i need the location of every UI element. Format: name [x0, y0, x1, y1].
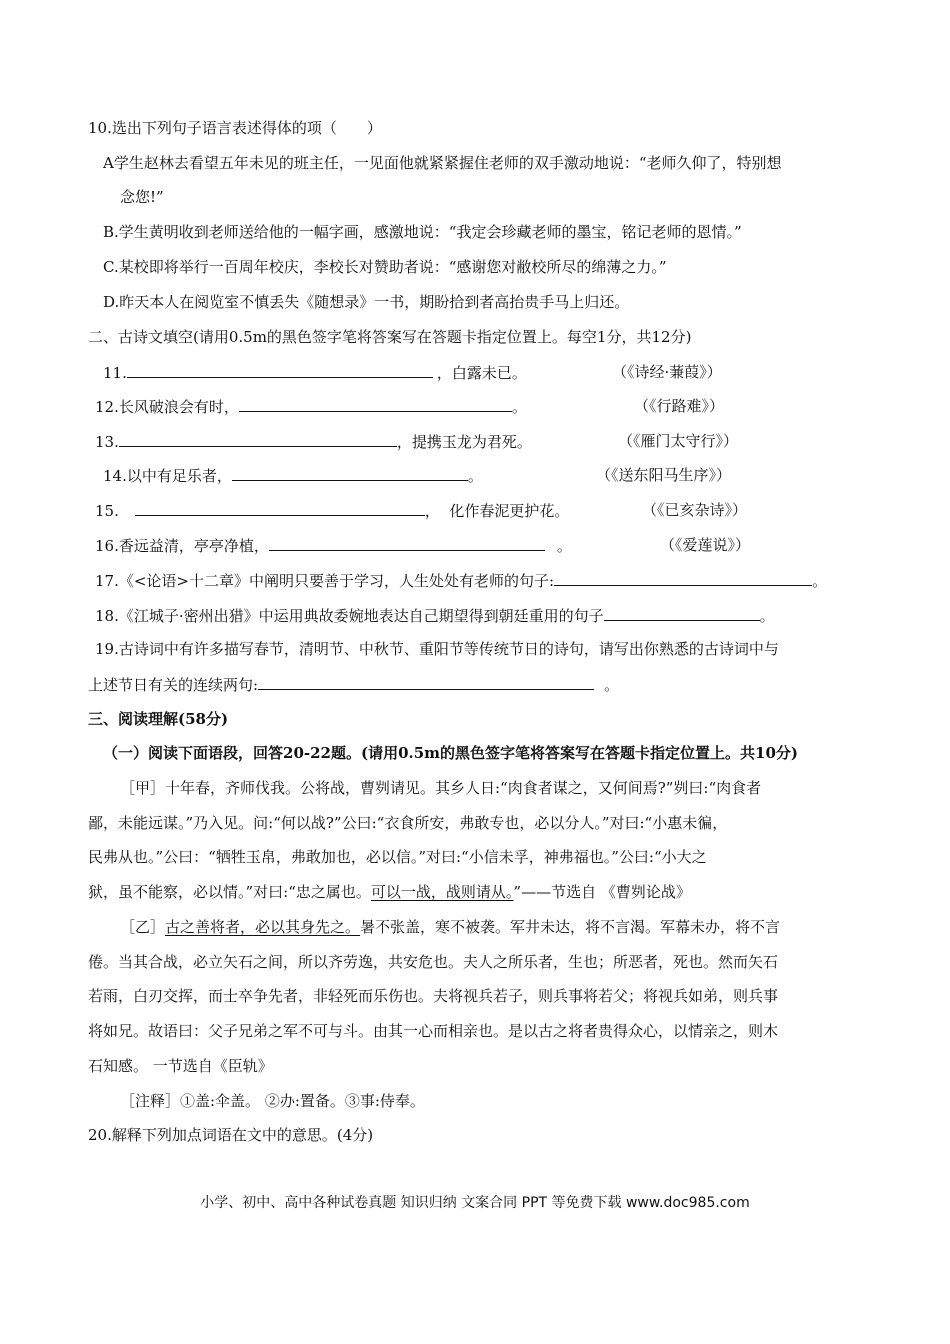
q16-answer-blank[interactable] — [269, 534, 545, 551]
q17-answer-blank[interactable] — [554, 569, 812, 586]
q18 — [95, 604, 775, 626]
section3-title: 三、阅读理解(58分) — [88, 710, 229, 728]
q10-option-d: D.昨天本人在阅览室不慎丢失《随想录》一书，期盼拾到者高抬贵手马上归还。 — [103, 293, 630, 311]
q19-line2 — [88, 673, 619, 695]
q12 — [95, 395, 527, 417]
q11 — [103, 361, 527, 383]
q19-line1: 19.古诗词中有许多描写春节，清明节、中秋节、重阳节等传统节日的诗句，请写出你熟悉的古诗词中与 — [95, 640, 779, 658]
q13-answer-blank[interactable] — [119, 430, 397, 447]
q10-option-b: B.学生黄明收到老师送给他的一幅字画，感激地说：“我定会珍藏老师的墨宝，铭记老师的恩情。” — [103, 223, 742, 241]
q11-answer-blank[interactable] — [127, 361, 433, 378]
q19-end: 。 — [604, 676, 620, 694]
passage-yi-label: ［乙］ — [120, 918, 166, 936]
q18-text: 18.《江城子·密州出猎》中运用典故委婉地表达自己期望得到朝廷重用的句子 — [95, 607, 604, 625]
q12-source: （《行路难》） — [634, 397, 725, 415]
section2-title: 二、古诗文填空(请用0.5m的黑色签字笔将答案写在答题卡指定位置上。每空1分，共12分) — [88, 328, 692, 346]
passage-jia-line2: 鄙，未能远谋。”乃入见。问:“何以战?”公曰:“衣食所安，弗敢专也，必以分人。”对曰:“小惠未徧， — [88, 814, 728, 832]
q18-end: 。 — [759, 607, 775, 625]
q13 — [95, 430, 532, 452]
q10-stem: 10.选出下列句子语言表述得体的项（ ） — [88, 119, 382, 137]
q16 — [95, 534, 572, 556]
q20-stem: 20.解释下列加点词语在文中的意思。(4分) — [88, 1126, 374, 1144]
passage-yi-text: 暑不张盖，寒不被袭。军井未达，将不言渴。军幕未办，将不言 — [360, 918, 781, 936]
q17 — [95, 569, 827, 591]
q13-text: ，提携玉龙为君死。 — [396, 433, 532, 451]
passage-jia-line4 — [88, 881, 691, 903]
q11-text: ，白露未已。 — [436, 364, 527, 382]
section3-part1-title: （一）阅读下面语段，回答20-22题。(请用0.5m的黑色签字笔将答案写在答题卡指定位置上。共10分) — [103, 744, 799, 762]
q14-answer-blank[interactable] — [232, 464, 468, 481]
q15 — [95, 499, 569, 521]
q19-text: 上述节日有关的连续两句: — [88, 676, 259, 694]
passage-jia-line1: ［甲］十年春，齐师伐我。公将战，曹刿请见。其乡人日:“肉食者谋之，又何间焉?”刿曰:“肉食者 — [120, 779, 762, 797]
q10-option-a: A学生赵林去看望五年未见的班主任，一见面他就紧紧握住老师的双手激动地说：“老师久仰了，特别想 — [103, 154, 782, 172]
q11-source: （《诗经·蒹葭》） — [612, 363, 722, 381]
q15-text: ， 化作春泥更护花。 — [424, 502, 570, 520]
q12-text: 12.长风破浪会有时， — [95, 398, 239, 416]
q14 — [103, 464, 483, 486]
q15-answer-blank[interactable] — [135, 499, 425, 516]
passage-yi-line5: 石知感。 一节选自《臣轨》 — [88, 1057, 273, 1075]
q16-text: 16.香远益清，亭亭净植， — [95, 537, 269, 555]
passage-jia-underlined: 可以一战，战则请从。 — [370, 883, 514, 901]
q17-end: 。 — [812, 572, 828, 590]
q10-option-a-cont: 念您!” — [120, 188, 164, 206]
q14-source: （《送东阳马生序》） — [596, 466, 732, 484]
q14-text: 14.以中有足乐者， — [103, 467, 232, 485]
q16-end: 。 — [556, 537, 572, 555]
q11-number: 11. — [103, 364, 127, 382]
q13-source: （《雁门太守行》） — [618, 432, 739, 450]
q13-number: 13. — [95, 433, 119, 451]
passage-note: ［注释］①盖:伞盖。 ②办:置备。③事:侍奉。 — [120, 1092, 425, 1110]
q12-end: 。 — [511, 398, 527, 416]
passage-yi-underlined: 古之善将者，必以其身先之。 — [165, 918, 361, 936]
passage-jia-text: 狱，虽不能察，必以情。”对曰:“忠之属也。 — [88, 883, 371, 901]
page-footer: 小学、初中、高中各种试卷真题 知识归纳 文案合同 PPT 等免费下载 www.doc985.com — [200, 1195, 750, 1211]
passage-yi-line3: 若雨，白刃交挥，而士卒争先者，非轻死而乐伤也。夫将视兵若子，则兵事将若父；将视兵如弟，则兵事 — [88, 987, 779, 1005]
passage-jia-source: ”——节选自 《曹刿论战》 — [513, 883, 691, 901]
q10-option-c: C.某校即将举行一百周年校庆，李校长对赞助者说：“感谢您对敝校所尽的绵薄之力。” — [103, 258, 667, 276]
q18-answer-blank[interactable] — [604, 604, 760, 621]
q12-answer-blank[interactable] — [239, 395, 512, 412]
passage-yi-line1 — [120, 916, 780, 938]
passage-yi-line4: 将如兄。故语曰：父子兄弟之军不可与斗。由其一心而相亲也。是以古之将者贵得众心，以情亲之，则木 — [88, 1022, 779, 1040]
q19-answer-blank[interactable] — [258, 673, 594, 690]
passage-yi-line2: 倦。当其合战，必立矢石之间，所以齐劳逸，共安危也。夫人之所乐者，生也；所恶者，死也。然而矢石 — [88, 953, 779, 971]
passage-jia-line3: 民弗从也。”公曰：“牺牲玉帛，弗敢加也，必以信。”对曰:“小信未孚，神弗福也。”公曰:“小大之 — [88, 848, 707, 866]
q17-text: 17.《<论语>十二章》中阐明只要善于学习，人生处处有老师的句子: — [95, 572, 555, 590]
q16-source: （《爱莲说》） — [660, 536, 751, 554]
q15-source: （《已亥杂诗》） — [642, 501, 748, 519]
q15-number: 15. — [95, 502, 119, 520]
q14-end: 。 — [467, 467, 483, 485]
